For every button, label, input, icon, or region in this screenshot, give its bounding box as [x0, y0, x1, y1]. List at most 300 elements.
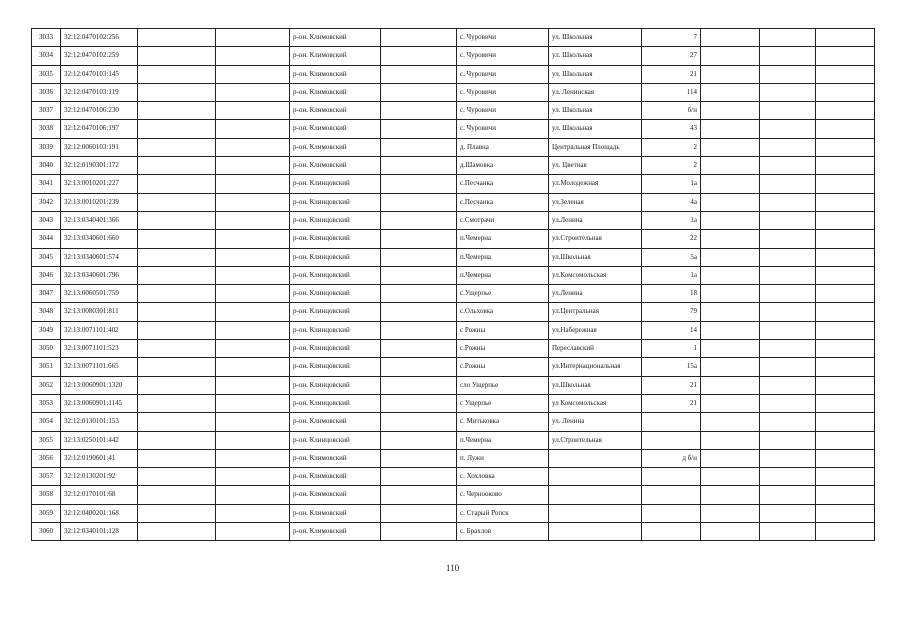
empty-cell	[216, 394, 290, 412]
house-cell: 7	[642, 29, 701, 47]
empty-cell	[381, 175, 457, 193]
row-number-cell: 3039	[32, 138, 61, 156]
empty-cell	[138, 523, 216, 541]
cadastral-number-cell: 32:13:0340601:796	[61, 266, 138, 284]
empty-cell	[138, 504, 216, 522]
empty-cell	[760, 321, 816, 339]
district-cell: р-он. Клинцовский	[290, 230, 381, 248]
empty-cell	[138, 230, 216, 248]
cadastral-number-cell: 32:13:0010201:227	[61, 175, 138, 193]
district-cell: р-он. Климовский	[290, 504, 381, 522]
district-cell: р-он. Климовский	[290, 47, 381, 65]
empty-cell	[760, 468, 816, 486]
empty-cell	[760, 102, 816, 120]
settlement-cell: с.Рожны	[457, 340, 549, 358]
district-cell: р-он. Климовский	[290, 102, 381, 120]
empty-cell	[701, 266, 760, 284]
settlement-cell: с Рожны	[457, 321, 549, 339]
row-number-cell: 3043	[32, 211, 61, 229]
street-cell: ул.Интернациональная	[549, 358, 642, 376]
empty-cell	[381, 138, 457, 156]
row-number-cell: 3044	[32, 230, 61, 248]
empty-cell	[701, 340, 760, 358]
cadastral-number-cell: 32:12:0470106:230	[61, 102, 138, 120]
empty-cell	[381, 486, 457, 504]
empty-cell	[816, 47, 875, 65]
empty-cell	[701, 29, 760, 47]
empty-cell	[381, 468, 457, 486]
empty-cell	[701, 157, 760, 175]
street-cell: ул.Школьная	[549, 248, 642, 266]
street-cell: ул.Зеленая	[549, 193, 642, 211]
cadastral-number-cell: 32:13:0340401:366	[61, 211, 138, 229]
settlement-cell: п. Лужи	[457, 449, 549, 467]
row-number-cell: 3042	[32, 193, 61, 211]
house-cell	[642, 504, 701, 522]
empty-cell	[216, 321, 290, 339]
empty-cell	[816, 248, 875, 266]
empty-cell	[216, 523, 290, 541]
street-cell	[549, 468, 642, 486]
house-cell: 4а	[642, 193, 701, 211]
table-row	[32, 193, 875, 211]
empty-cell	[760, 157, 816, 175]
empty-cell	[138, 449, 216, 467]
district-cell: р-он. Клинцовский	[290, 340, 381, 358]
table-row	[32, 504, 875, 522]
empty-cell	[381, 523, 457, 541]
row-number-cell: 3038	[32, 120, 61, 138]
empty-cell	[138, 486, 216, 504]
cadastral-number-cell: 32:12:0470102:259	[61, 47, 138, 65]
empty-cell	[138, 211, 216, 229]
table-row	[32, 157, 875, 175]
empty-cell	[138, 413, 216, 431]
house-cell: 1а	[642, 211, 701, 229]
empty-cell	[138, 376, 216, 394]
empty-cell	[381, 431, 457, 449]
district-cell: р-он. Климовский	[290, 120, 381, 138]
table-row	[32, 138, 875, 156]
row-number-cell: 3034	[32, 47, 61, 65]
empty-cell	[816, 376, 875, 394]
empty-cell	[381, 449, 457, 467]
district-cell: р-он. Климовский	[290, 65, 381, 83]
empty-cell	[138, 358, 216, 376]
settlement-cell: с.Ущерпье	[457, 285, 549, 303]
empty-cell	[216, 358, 290, 376]
empty-cell	[381, 504, 457, 522]
row-number-cell: 3053	[32, 394, 61, 412]
settlement-cell: с. Чернооково	[457, 486, 549, 504]
empty-cell	[381, 266, 457, 284]
settlement-cell: с. Чуровичи	[457, 47, 549, 65]
row-number-cell: 3037	[32, 102, 61, 120]
district-cell: р-он. Клинцовский	[290, 394, 381, 412]
cadastral-number-cell: 32:13:0071101:402	[61, 321, 138, 339]
empty-cell	[760, 248, 816, 266]
empty-cell	[216, 303, 290, 321]
house-cell: 21	[642, 394, 701, 412]
empty-cell	[701, 468, 760, 486]
cadastral-number-cell: 32:12:0170101:68	[61, 486, 138, 504]
house-cell: 18	[642, 285, 701, 303]
table-row	[32, 523, 875, 541]
row-number-cell: 3059	[32, 504, 61, 522]
row-number-cell: 3045	[32, 248, 61, 266]
empty-cell	[760, 193, 816, 211]
cadastral-number-cell: 32:12:0400201:168	[61, 504, 138, 522]
table-row	[32, 340, 875, 358]
settlement-cell: с. Чуровичи	[457, 29, 549, 47]
empty-cell	[138, 83, 216, 101]
settlement-cell: п.Чемерна	[457, 230, 549, 248]
empty-cell	[816, 211, 875, 229]
district-cell: р-он. Климовский	[290, 523, 381, 541]
district-cell: р-он. Климовский	[290, 83, 381, 101]
street-cell: ул.Ленина	[549, 285, 642, 303]
empty-cell	[816, 120, 875, 138]
empty-cell	[381, 193, 457, 211]
empty-cell	[760, 504, 816, 522]
empty-cell	[138, 321, 216, 339]
cadastral-number-cell: 32:13:0060901:1145	[61, 394, 138, 412]
settlement-cell: с. Чуровичи	[457, 65, 549, 83]
street-cell: ул. Школьная	[549, 120, 642, 138]
table-body	[32, 29, 875, 541]
street-cell: ул. Ленинская	[549, 83, 642, 101]
house-cell: 79	[642, 303, 701, 321]
table-row	[32, 29, 875, 47]
settlement-cell: с. Чуровичи	[457, 83, 549, 101]
settlement-cell: с. Старый Ропск	[457, 504, 549, 522]
house-cell: 43	[642, 120, 701, 138]
house-cell: 27	[642, 47, 701, 65]
house-cell: 1а	[642, 266, 701, 284]
house-cell: 1	[642, 340, 701, 358]
empty-cell	[816, 486, 875, 504]
empty-cell	[816, 83, 875, 101]
settlement-cell: с.Рожны	[457, 358, 549, 376]
row-number-cell: 3050	[32, 340, 61, 358]
street-cell: ул. Школьная	[549, 65, 642, 83]
empty-cell	[381, 83, 457, 101]
table-row	[32, 413, 875, 431]
empty-cell	[701, 303, 760, 321]
cadastral-number-cell: 32:13:0340601:574	[61, 248, 138, 266]
street-cell: ул Комсомольская	[549, 394, 642, 412]
empty-cell	[701, 486, 760, 504]
row-number-cell: 3047	[32, 285, 61, 303]
row-number-cell: 3056	[32, 449, 61, 467]
house-cell: 2	[642, 157, 701, 175]
empty-cell	[216, 138, 290, 156]
empty-cell	[760, 394, 816, 412]
empty-cell	[138, 431, 216, 449]
empty-cell	[816, 394, 875, 412]
empty-cell	[138, 248, 216, 266]
empty-cell	[216, 431, 290, 449]
house-cell: 114	[642, 83, 701, 101]
table-row	[32, 468, 875, 486]
empty-cell	[701, 285, 760, 303]
row-number-cell: 3051	[32, 358, 61, 376]
empty-cell	[760, 431, 816, 449]
row-number-cell: 3036	[32, 83, 61, 101]
district-cell: р-он. Клинцовский	[290, 285, 381, 303]
empty-cell	[216, 285, 290, 303]
empty-cell	[816, 413, 875, 431]
empty-cell	[138, 47, 216, 65]
empty-cell	[381, 340, 457, 358]
table-row	[32, 65, 875, 83]
empty-cell	[381, 102, 457, 120]
empty-cell	[216, 157, 290, 175]
district-cell: р-он. Климовский	[290, 486, 381, 504]
street-cell: ул.Строительная	[549, 230, 642, 248]
table-row	[32, 358, 875, 376]
empty-cell	[216, 468, 290, 486]
cadastral-number-cell: 32:13:0340601:660	[61, 230, 138, 248]
empty-cell	[760, 138, 816, 156]
empty-cell	[138, 340, 216, 358]
cadastral-number-cell: 32:13:0010201:239	[61, 193, 138, 211]
settlement-cell: с Ущерпье	[457, 394, 549, 412]
empty-cell	[760, 266, 816, 284]
street-cell: ул. Школьная	[549, 47, 642, 65]
empty-cell	[701, 413, 760, 431]
table-row	[32, 394, 875, 412]
district-cell: р-он. Климовский	[290, 468, 381, 486]
empty-cell	[760, 47, 816, 65]
row-number-cell: 3041	[32, 175, 61, 193]
district-cell: р-он. Климовский	[290, 29, 381, 47]
settlement-cell: с.Песчанка	[457, 175, 549, 193]
table-row	[32, 303, 875, 321]
district-cell: р-он. Клинцовский	[290, 431, 381, 449]
street-cell: ул. Школьная	[549, 102, 642, 120]
empty-cell	[138, 266, 216, 284]
empty-cell	[216, 83, 290, 101]
empty-cell	[381, 29, 457, 47]
cadastral-number-cell: 32:13:0250101:442	[61, 431, 138, 449]
empty-cell	[381, 413, 457, 431]
empty-cell	[701, 248, 760, 266]
empty-cell	[816, 138, 875, 156]
empty-cell	[701, 523, 760, 541]
street-cell: ул.Ленина	[549, 211, 642, 229]
row-number-cell: 3040	[32, 157, 61, 175]
district-cell: р-он. Климовский	[290, 449, 381, 467]
row-number-cell: 3060	[32, 523, 61, 541]
settlement-cell: д. Плавна	[457, 138, 549, 156]
empty-cell	[701, 138, 760, 156]
empty-cell	[816, 175, 875, 193]
empty-cell	[216, 175, 290, 193]
empty-cell	[760, 211, 816, 229]
street-cell: ул.Школьная	[549, 376, 642, 394]
empty-cell	[216, 449, 290, 467]
empty-cell	[760, 230, 816, 248]
house-cell: 22	[642, 230, 701, 248]
table-row	[32, 285, 875, 303]
empty-cell	[138, 120, 216, 138]
empty-cell	[381, 285, 457, 303]
district-cell: р-он. Клинцовский	[290, 211, 381, 229]
empty-cell	[816, 431, 875, 449]
empty-cell	[701, 83, 760, 101]
empty-cell	[701, 65, 760, 83]
cadastral-number-cell: 32:12:0470103:145	[61, 65, 138, 83]
empty-cell	[216, 102, 290, 120]
empty-cell	[701, 211, 760, 229]
table-row	[32, 248, 875, 266]
street-cell: ул.Молодежная	[549, 175, 642, 193]
empty-cell	[701, 321, 760, 339]
empty-cell	[381, 248, 457, 266]
district-cell: р-он. Климовский	[290, 157, 381, 175]
empty-cell	[760, 65, 816, 83]
empty-cell	[701, 230, 760, 248]
empty-cell	[216, 266, 290, 284]
district-cell: р-он. Климовский	[290, 413, 381, 431]
district-cell: р-он. Клинцовский	[290, 248, 381, 266]
empty-cell	[138, 65, 216, 83]
street-cell: ул.Строительная	[549, 431, 642, 449]
house-cell: 21	[642, 376, 701, 394]
house-cell: 21	[642, 65, 701, 83]
street-cell	[549, 449, 642, 467]
empty-cell	[381, 47, 457, 65]
empty-cell	[138, 157, 216, 175]
empty-cell	[216, 120, 290, 138]
empty-cell	[138, 138, 216, 156]
settlement-cell: с. Чуровичи	[457, 120, 549, 138]
row-number-cell: 3057	[32, 468, 61, 486]
table-row	[32, 230, 875, 248]
street-cell	[549, 523, 642, 541]
street-cell: Переславский	[549, 340, 642, 358]
empty-cell	[760, 29, 816, 47]
empty-cell	[816, 523, 875, 541]
settlement-cell: сло Ущерпье	[457, 376, 549, 394]
street-cell: ул. Ленина	[549, 413, 642, 431]
empty-cell	[701, 175, 760, 193]
row-number-cell: 3058	[32, 486, 61, 504]
settlement-cell: с.Смотрачи	[457, 211, 549, 229]
cadastral-number-cell: 32:12:0470106:197	[61, 120, 138, 138]
empty-cell	[816, 29, 875, 47]
settlement-cell: с.Ольховка	[457, 303, 549, 321]
empty-cell	[816, 303, 875, 321]
street-cell: ул.Набережная	[549, 321, 642, 339]
empty-cell	[760, 413, 816, 431]
street-cell	[549, 504, 642, 522]
empty-cell	[816, 449, 875, 467]
page-number: 110	[445, 563, 460, 573]
empty-cell	[138, 303, 216, 321]
table-row	[32, 431, 875, 449]
table-row	[32, 321, 875, 339]
settlement-cell: с. Чуровичи	[457, 102, 549, 120]
district-cell: р-он. Климовский	[290, 138, 381, 156]
house-cell	[642, 523, 701, 541]
cadastral-number-cell: 32:13:0071101:523	[61, 340, 138, 358]
empty-cell	[216, 248, 290, 266]
empty-cell	[381, 303, 457, 321]
empty-cell	[216, 486, 290, 504]
empty-cell	[381, 230, 457, 248]
cadastral-number-cell: 32:12:0470103:119	[61, 83, 138, 101]
empty-cell	[216, 193, 290, 211]
street-cell: Центральная Площадь	[549, 138, 642, 156]
cadastral-number-cell: 32:12:0340101:128	[61, 523, 138, 541]
empty-cell	[760, 285, 816, 303]
empty-cell	[760, 175, 816, 193]
empty-cell	[381, 120, 457, 138]
house-cell	[642, 413, 701, 431]
house-cell: б/н	[642, 102, 701, 120]
house-cell: 14	[642, 321, 701, 339]
table-row	[32, 266, 875, 284]
house-cell	[642, 468, 701, 486]
empty-cell	[701, 431, 760, 449]
empty-cell	[216, 230, 290, 248]
table-row	[32, 83, 875, 101]
empty-cell	[701, 102, 760, 120]
empty-cell	[816, 102, 875, 120]
street-cell: ул. Цветная	[549, 157, 642, 175]
house-cell: 15а	[642, 358, 701, 376]
district-cell: р-он. Клинцовский	[290, 358, 381, 376]
row-number-cell: 3049	[32, 321, 61, 339]
empty-cell	[816, 321, 875, 339]
street-cell: ул.Комсомольская	[549, 266, 642, 284]
table-row	[32, 211, 875, 229]
house-cell: 2	[642, 138, 701, 156]
empty-cell	[381, 321, 457, 339]
settlement-cell: с. Митьковка	[457, 413, 549, 431]
empty-cell	[816, 340, 875, 358]
cadastral-number-cell: 32:12:0470102:256	[61, 29, 138, 47]
row-number-cell: 3052	[32, 376, 61, 394]
cadastral-number-cell: 32:13:0071101:665	[61, 358, 138, 376]
empty-cell	[138, 102, 216, 120]
empty-cell	[381, 394, 457, 412]
empty-cell	[816, 285, 875, 303]
street-cell: ул. Школьная	[549, 29, 642, 47]
row-number-cell: 3055	[32, 431, 61, 449]
empty-cell	[216, 413, 290, 431]
empty-cell	[760, 358, 816, 376]
empty-cell	[760, 523, 816, 541]
settlement-cell: с.Песчанка	[457, 193, 549, 211]
house-cell: 1а	[642, 175, 701, 193]
empty-cell	[216, 29, 290, 47]
row-number-cell: 3048	[32, 303, 61, 321]
cadastral-number-cell: 32:12:0130201:92	[61, 468, 138, 486]
empty-cell	[701, 449, 760, 467]
settlement-cell: д.Шамовка	[457, 157, 549, 175]
empty-cell	[701, 394, 760, 412]
empty-cell	[216, 65, 290, 83]
empty-cell	[138, 394, 216, 412]
district-cell: р-он. Клинцовский	[290, 376, 381, 394]
empty-cell	[381, 376, 457, 394]
district-cell: р-он. Клинцовский	[290, 175, 381, 193]
row-number-cell: 3054	[32, 413, 61, 431]
empty-cell	[701, 376, 760, 394]
